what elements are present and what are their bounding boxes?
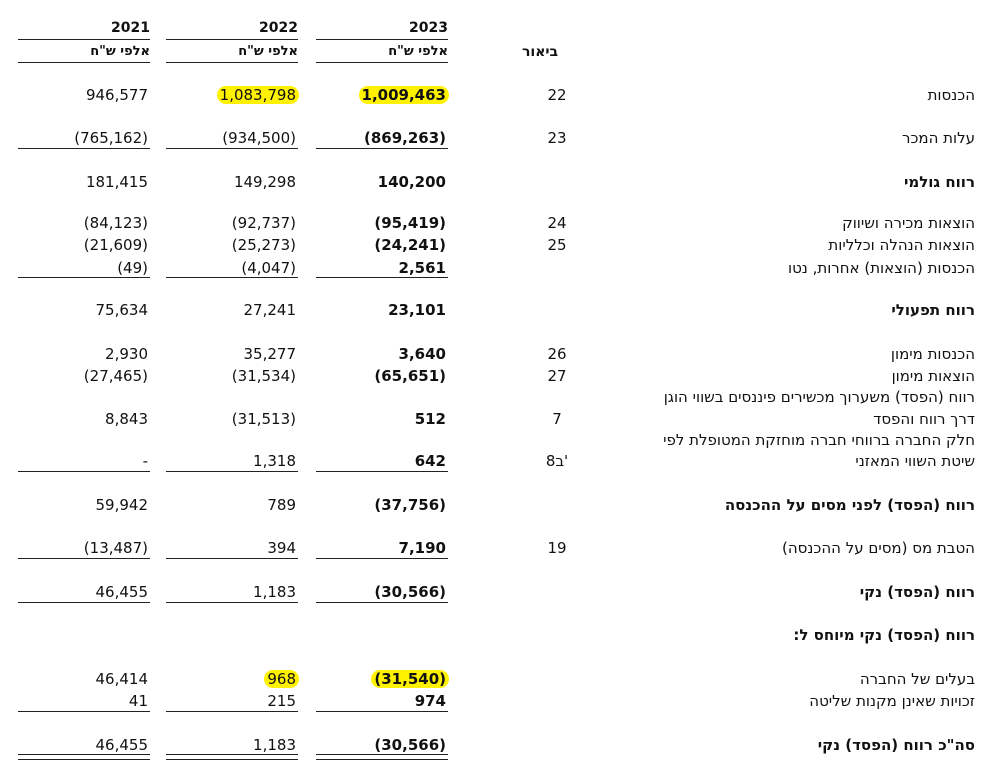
row-label: רווח (הפסד) לפני מסים על ההכנסה [724, 496, 975, 514]
value-2022: (31,513) [231, 410, 296, 428]
highlighted-value: 968 [264, 670, 299, 688]
header-line-2022 [166, 39, 298, 40]
note-ref: 23 [547, 129, 567, 147]
unit-line-2023 [316, 62, 448, 63]
row-label: רווח (הפסד) נקי [859, 583, 975, 601]
subtotal-line [316, 277, 448, 278]
note-ref: 27 [547, 367, 567, 385]
subtotal-line [18, 277, 150, 278]
subtotal-line [316, 558, 448, 559]
value-2022: (92,737) [231, 214, 296, 232]
note-ref: 7 [552, 410, 562, 428]
value-2021: - [142, 452, 148, 470]
subtotal-line [18, 558, 150, 559]
value-2023: (30,566) [374, 736, 446, 754]
row-label: זכויות שאינן מקנות שליטה [809, 692, 975, 710]
value-2023 [316, 670, 446, 688]
row-label-line1: חלק החברה ברווחי חברה מוחזקת המטופלת לפי [663, 431, 975, 449]
subtotal-line [18, 148, 150, 149]
subtotal-line [316, 148, 448, 149]
value-2021: 946,577 [85, 86, 148, 104]
unit-header-2023: אלפי ש"ח [388, 44, 448, 59]
note-ref: 22 [547, 86, 567, 104]
row-label: סה"כ רווח (הפסד) נקי [817, 736, 975, 754]
value-2021: (27,465) [83, 367, 148, 385]
row-label: הכנסות מימון [890, 345, 975, 363]
value-2021: 46,455 [95, 583, 148, 601]
value-2021: 8,843 [105, 410, 148, 428]
value-2021: 41 [128, 692, 148, 710]
row-label: רווח גולמי [903, 173, 975, 191]
value-2022: 394 [267, 539, 296, 557]
note-ref: 25 [547, 236, 567, 254]
value-2023: 2,561 [398, 259, 446, 277]
value-2022: (4,047) [241, 259, 296, 277]
note-column-header: ביאור [521, 44, 559, 60]
subtotal-line [316, 471, 448, 472]
value-2023: (869,263) [363, 129, 446, 147]
subtotal-line [18, 711, 150, 712]
value-2022: (934,500) [222, 129, 296, 147]
value-2021: (13,487) [83, 539, 148, 557]
highlighted-value: (31,540) [371, 670, 449, 688]
subtotal-line [166, 277, 298, 278]
value-2022: 215 [267, 692, 296, 710]
row-label: רווח תפעולי [891, 301, 975, 319]
value-2021: 2,930 [105, 345, 148, 363]
value-2022: 1,183 [253, 736, 296, 754]
note-ref: 24 [547, 214, 567, 232]
value-2023: 140,200 [377, 173, 446, 191]
subtotal-line [166, 148, 298, 149]
row-label: הוצאות מכירה ושיווק [842, 214, 975, 232]
year-header-2023: 2023 [409, 20, 448, 36]
note-ref: 26 [547, 345, 567, 363]
subtotal-line [166, 471, 298, 472]
subtotal-line [18, 471, 150, 472]
value-2022: 35,277 [243, 345, 296, 363]
total-line [166, 602, 298, 603]
value-2022: 1,183 [253, 583, 296, 601]
row-label: הכנסות (הוצאות) אחרות, נטו [787, 259, 975, 277]
highlighted-value: 1,083,798 [217, 86, 299, 104]
value-2023: 3,640 [398, 345, 446, 363]
subtotal-line [166, 711, 298, 712]
value-2021: (49) [117, 259, 148, 277]
value-2023: (24,241) [374, 236, 446, 254]
value-2021: (21,609) [83, 236, 148, 254]
unit-line-2022 [166, 62, 298, 63]
value-2022: 27,241 [243, 301, 296, 319]
value-2023: 23,101 [388, 301, 446, 319]
row-label: עלות המכר [901, 129, 975, 147]
grand-total-double-line [166, 754, 298, 760]
value-2023: (37,756) [374, 496, 446, 514]
highlighted-value: 1,009,463 [359, 86, 449, 104]
value-2022: 789 [267, 496, 296, 514]
year-header-2022: 2022 [259, 20, 298, 36]
value-2023 [316, 86, 446, 104]
subtotal-line [316, 711, 448, 712]
section-heading: רווח (הפסד) נקי מיוחס ל: [793, 626, 975, 644]
value-2021: 59,942 [95, 496, 148, 514]
value-2023: 512 [414, 410, 446, 428]
value-2021: (84,123) [83, 214, 148, 232]
value-2023: (30,566) [374, 583, 446, 601]
value-2021: 181,415 [85, 173, 148, 191]
row-label: הוצאות הנהלה וכלליות [828, 236, 975, 254]
value-2021: 46,414 [95, 670, 148, 688]
value-2023: 7,190 [398, 539, 446, 557]
value-2021: 46,455 [95, 736, 148, 754]
unit-header-2022: אלפי ש"ח [238, 44, 298, 59]
value-2023: (65,651) [374, 367, 446, 385]
value-2022 [166, 670, 296, 688]
row-label: הכנסות [927, 86, 975, 104]
row-label-line2: דרך רווח והפסד [873, 410, 975, 428]
value-2022: (31,534) [231, 367, 296, 385]
value-2022: 149,298 [233, 173, 296, 191]
unit-header-2021: אלפי ש"ח [90, 44, 150, 59]
unit-line-2021 [18, 62, 150, 63]
year-header-2021: 2021 [111, 20, 150, 36]
subtotal-line [166, 558, 298, 559]
row-label: בעלים של החברה [859, 670, 975, 688]
grand-total-double-line [18, 754, 150, 760]
value-2023: (95,419) [374, 214, 446, 232]
total-line [18, 602, 150, 603]
header-line-2021 [18, 39, 150, 40]
value-2022 [166, 86, 296, 104]
value-2022: (25,273) [231, 236, 296, 254]
total-line [316, 602, 448, 603]
value-2021: (765,162) [74, 129, 148, 147]
row-label: הטבת מס (מסים על ההכנסה) [782, 539, 975, 557]
grand-total-double-line [316, 754, 448, 760]
header-line-2023 [316, 39, 448, 40]
note-ref: 19 [547, 539, 567, 557]
note-ref: 8ב' [545, 452, 569, 470]
value-2023: 974 [414, 692, 446, 710]
row-label: הוצאות מימון [891, 367, 975, 385]
value-2023: 642 [414, 452, 446, 470]
row-label-line2: שיטת השווי המאזני [855, 452, 975, 470]
value-2022: 1,318 [253, 452, 296, 470]
value-2021: 75,634 [95, 301, 148, 319]
row-label-line1: רווח (הפסד) משערוך מכשירים פיננסים בשווי הוגן [663, 388, 975, 406]
